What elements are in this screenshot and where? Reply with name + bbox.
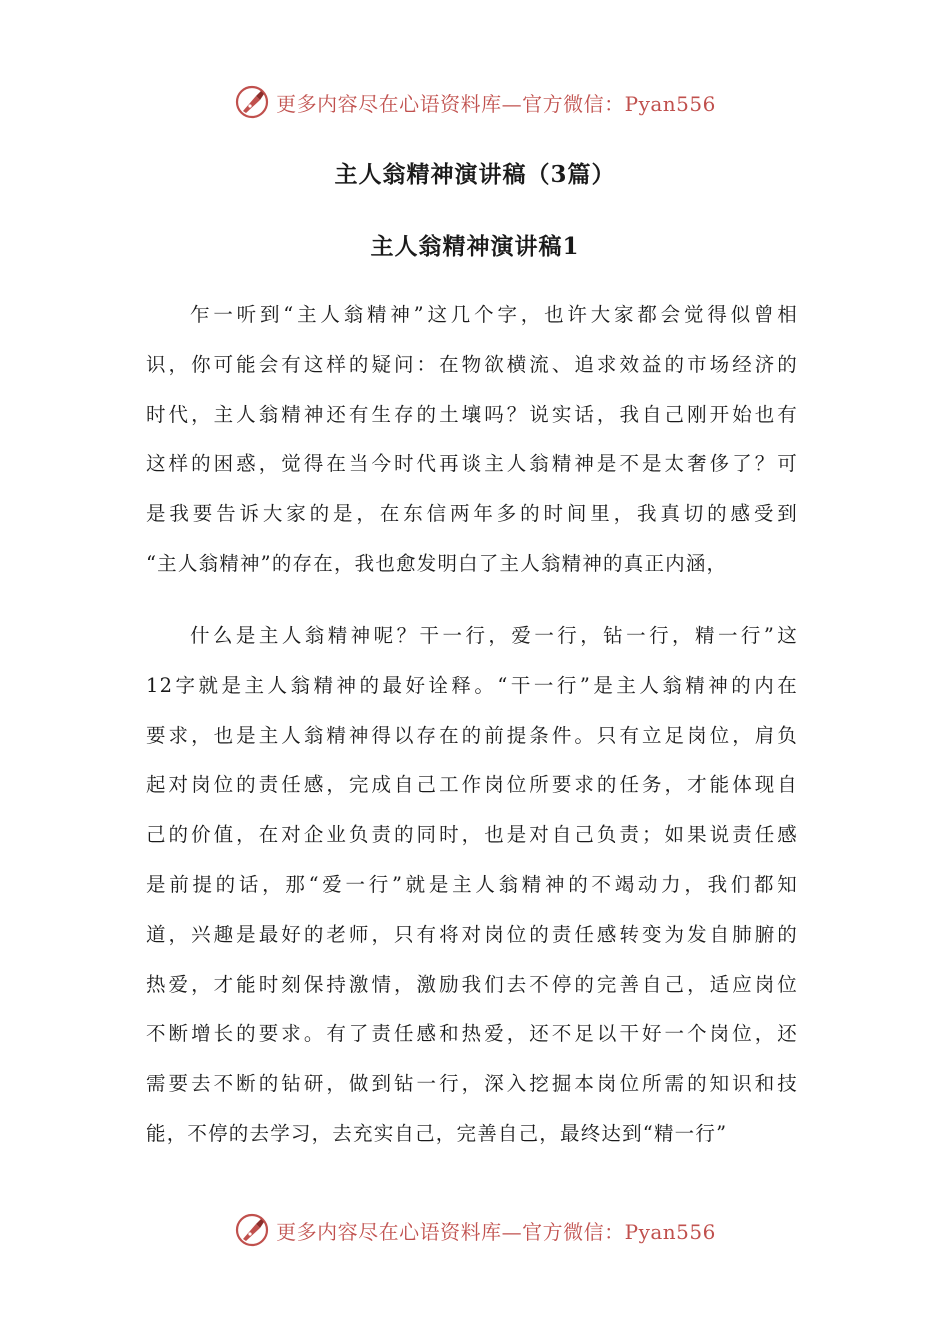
text-line: 需要去不断的钻研，做到钻一行，深入挖掘本岗位所需的知识和技 — [146, 1072, 798, 1096]
text-line: 能，不停的去学习，去充实自己，完善自己，最终达到“精一行” — [146, 1121, 728, 1145]
text-line: 道，兴趣是最好的老师，只有将对岗位的责任感转变为发自肺腑的 — [146, 922, 798, 946]
document-title: 主人翁精神演讲稿（3篇） — [334, 161, 616, 188]
watermark-text: 更多内容尽在心语资料库—官方微信：Pyan556 — [276, 1219, 716, 1244]
text-line: 起对岗位的责任感，完成自己工作岗位所要求的任务，才能体现自 — [146, 773, 798, 797]
text-line: 不断增长的要求。有了责任感和热爱，还不足以干好一个岗位，还 — [146, 1022, 798, 1046]
text-line: 这样的困惑，觉得在当今时代再谈主人翁精神是不是太奢侈了？可 — [146, 452, 798, 476]
pen-nib-logo-icon — [234, 84, 270, 120]
header-watermark — [0, 82, 950, 122]
section-title: 主人翁精神演讲稿1 — [370, 233, 580, 260]
paragraph-2 — [146, 611, 798, 1159]
text-line: “主人翁精神”的存在，我也愈发明白了主人翁精神的真正内涵， — [146, 551, 728, 575]
watermark-text: 更多内容尽在心语资料库—官方微信：Pyan556 — [276, 91, 716, 116]
text-line: 热爱，才能时刻保持激情，激励我们去不停的完善自己，适应岗位 — [146, 972, 798, 996]
text-line: 己的价值，在对企业负责的同时，也是对自己负责；如果说责任感 — [146, 823, 798, 847]
text-line: 时代，主人翁精神还有生存的土壤吗？说实话，我自己刚开始也有 — [146, 402, 798, 426]
text-line: 是我要告诉大家的是，在东信两年多的时间里，我真切的感受到 — [146, 502, 798, 526]
text-line: 12字就是主人翁精神的最好诠释。“干一行”是主人翁精神的内在 — [146, 673, 798, 697]
text-line: 要求，也是主人翁精神得以存在的前提条件。只有立足岗位，肩负 — [146, 723, 798, 747]
text-line: 识，你可能会有这样的疑问：在物欲横流、追求效益的市场经济的 — [146, 352, 798, 376]
pen-nib-logo-icon — [234, 1212, 270, 1248]
text-line: 什么是主人翁精神呢？干一行，爱一行，钻一行，精一行”这 — [190, 624, 798, 647]
footer-watermark — [0, 1210, 950, 1250]
paragraph-1 — [146, 290, 798, 589]
text-line: 是前提的话，那“爱一行”就是主人翁精神的不竭动力，我们都知 — [146, 872, 798, 896]
text-line: 乍一听到“主人翁精神”这几个字，也许大家都会觉得似曾相 — [190, 303, 798, 326]
